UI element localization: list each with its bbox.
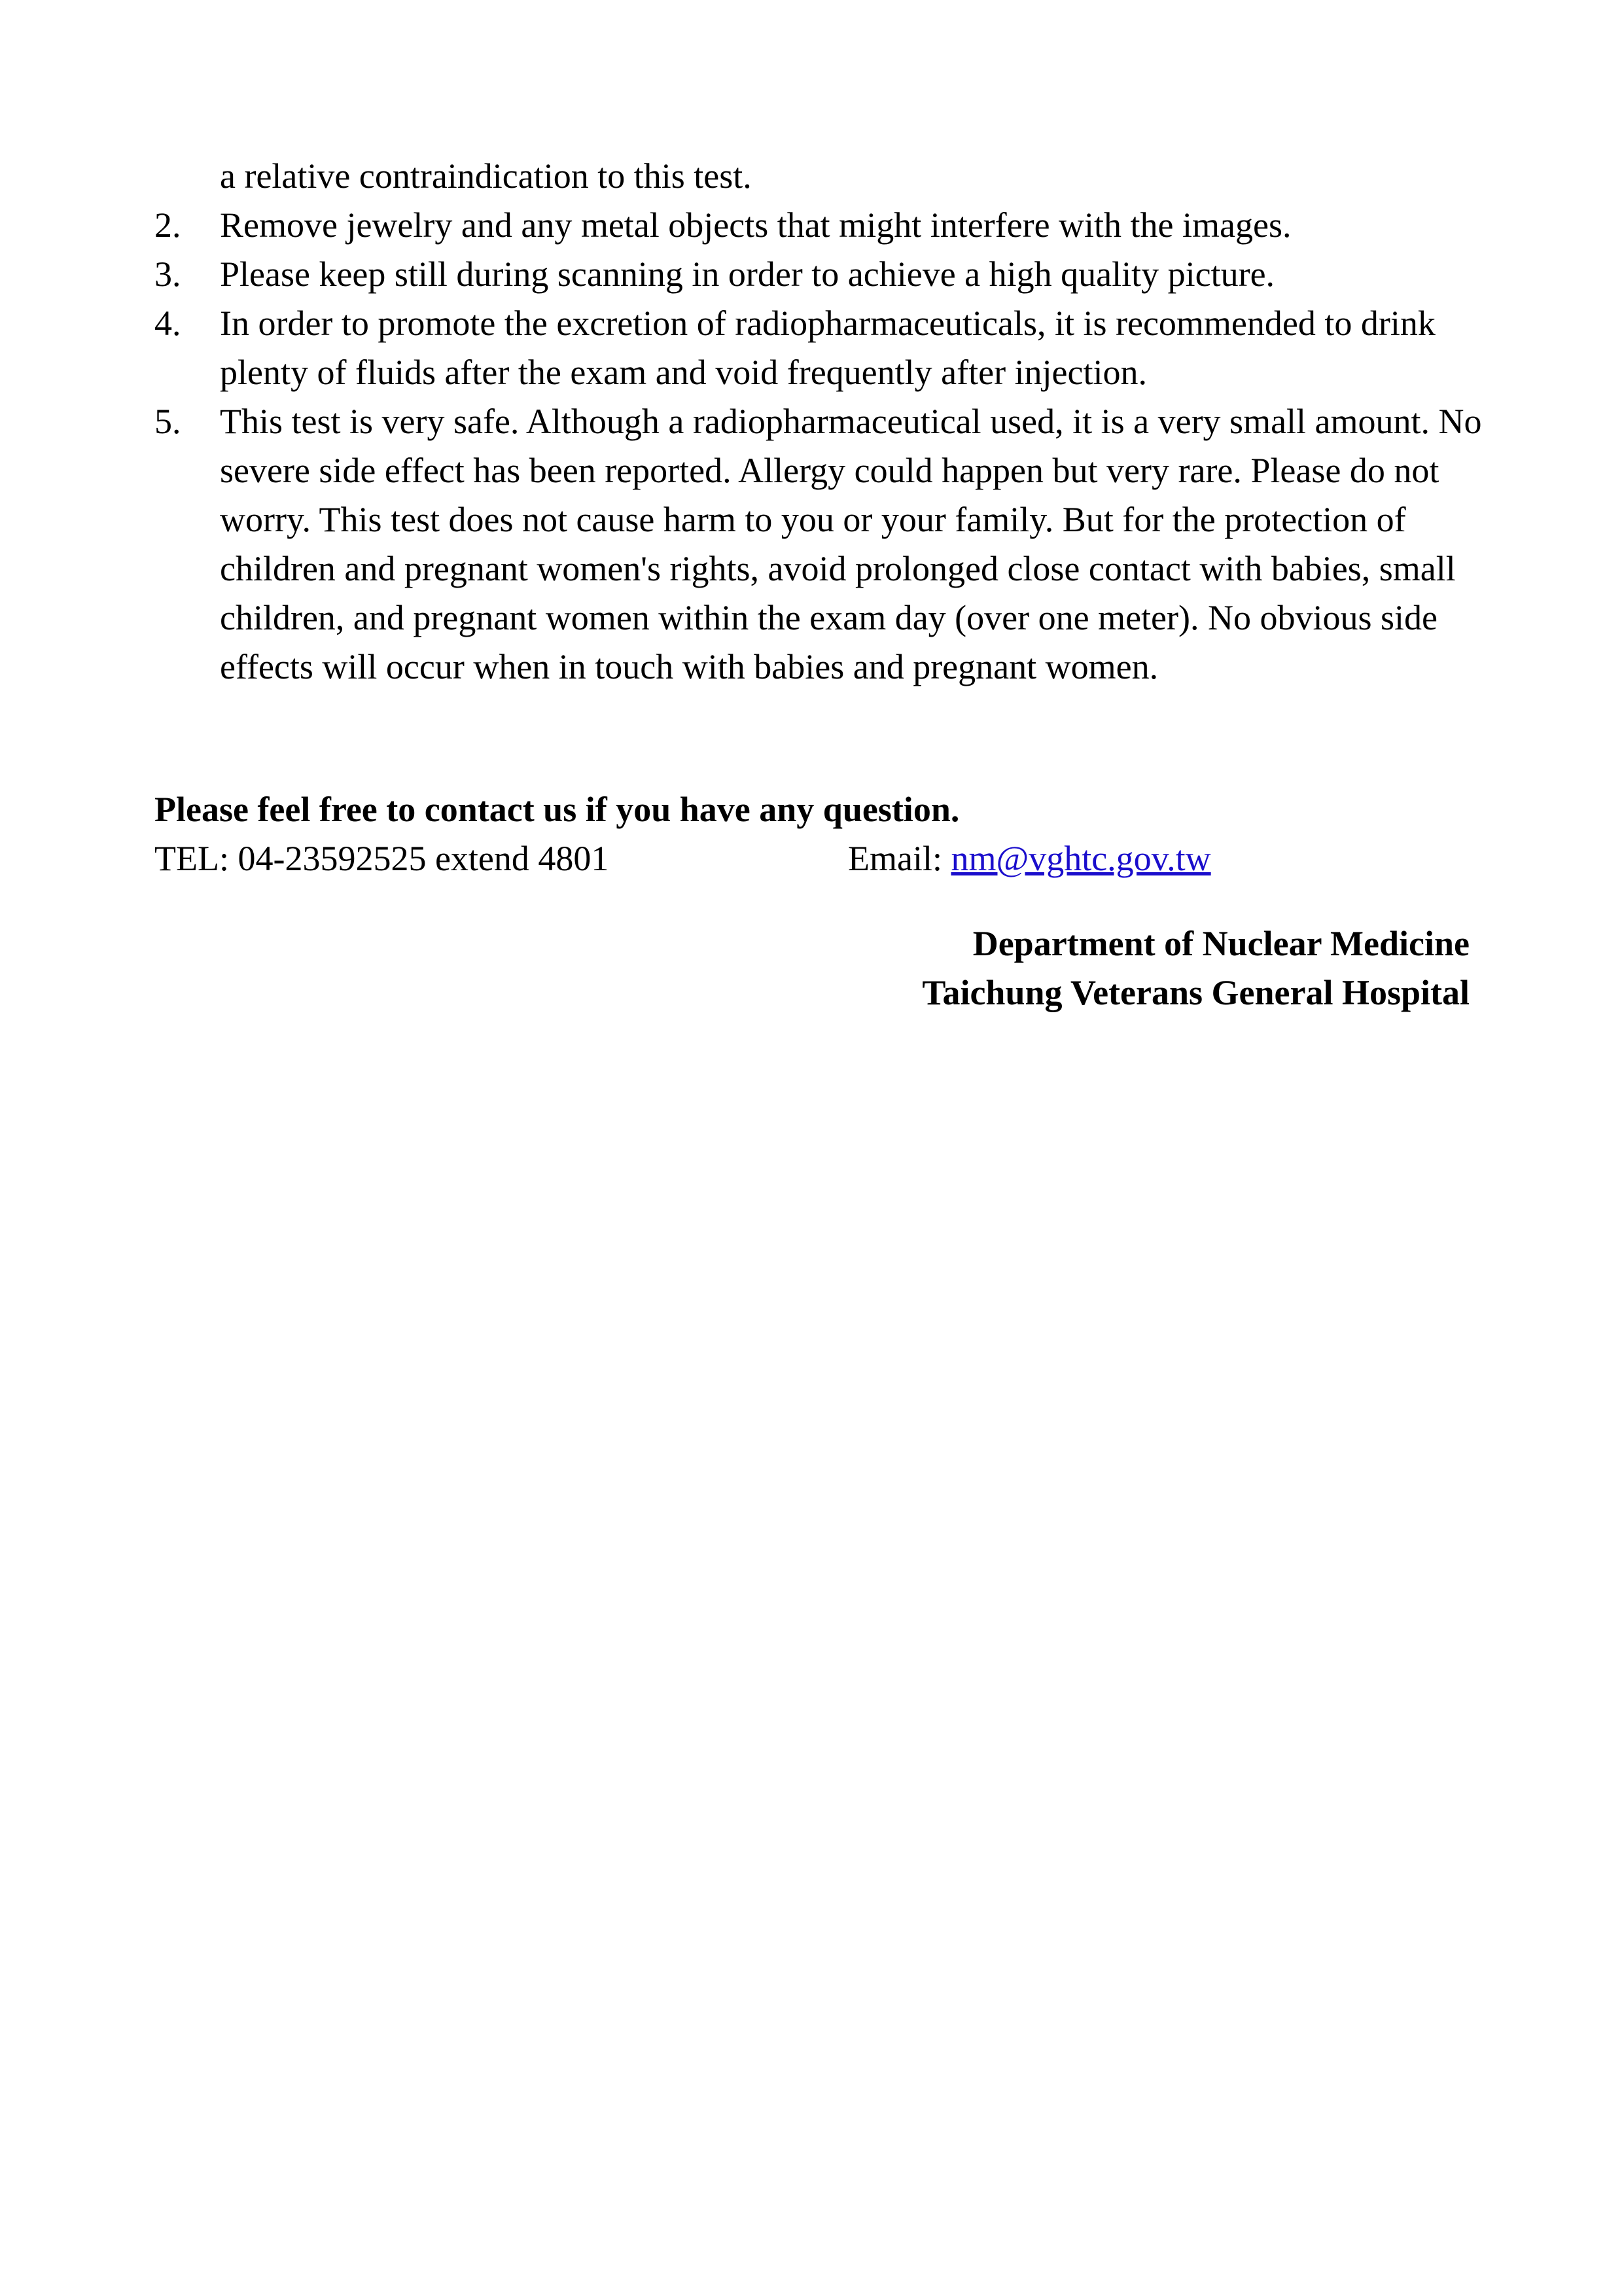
phone-number: TEL: 04-23592525 extend 4801 bbox=[154, 839, 609, 878]
list-item-text: This test is very safe. Although a radiopharmaceutical used, it is a very small amount. No severe side effect has been reported. Allergy could happen but very rare. Please do not worry. This test does not cause harm to you or your family. But for the protection of children and pregnant women's rights, avoid prolonged close contact with babies, small children, and pregnant women within the exam day (over one meter). No obvious side effects will occur when in touch with babies and pregnant women. bbox=[220, 402, 1482, 686]
list-item-number: 2. bbox=[154, 205, 181, 245]
email-link[interactable]: nm@vghtc.gov.tw bbox=[951, 839, 1211, 878]
list-item bbox=[154, 397, 1502, 692]
list-item-text: Please keep still during scanning in order to achieve a high quality picture. bbox=[220, 255, 1275, 294]
instructions-list bbox=[154, 152, 1502, 692]
email-row bbox=[848, 834, 1211, 883]
list-item-text: a relative contraindication to this test. bbox=[220, 156, 752, 196]
list-item-text: Remove jewelry and any metal objects that might interfere with the images. bbox=[220, 205, 1292, 245]
list-item bbox=[154, 299, 1502, 397]
contact-heading: Please feel free to contact us if you have any question. bbox=[154, 790, 960, 829]
contact-details bbox=[154, 834, 1502, 883]
email-label: Email: bbox=[848, 839, 951, 878]
signature-block bbox=[922, 919, 1470, 1017]
contact-section bbox=[154, 785, 1502, 883]
list-item-number: 3. bbox=[154, 255, 181, 294]
list-item bbox=[154, 201, 1502, 250]
list-item bbox=[154, 250, 1502, 299]
department-name: Department of Nuclear Medicine bbox=[972, 924, 1470, 963]
hospital-name: Taichung Veterans General Hospital bbox=[922, 973, 1470, 1012]
list-item-number: 5. bbox=[154, 402, 181, 441]
list-item bbox=[154, 152, 1502, 201]
list-item-number: 4. bbox=[154, 304, 181, 343]
list-item-text: In order to promote the excretion of radiopharmaceuticals, it is recommended to drink plenty of fluids after the exam and void frequently after injection. bbox=[220, 304, 1436, 392]
